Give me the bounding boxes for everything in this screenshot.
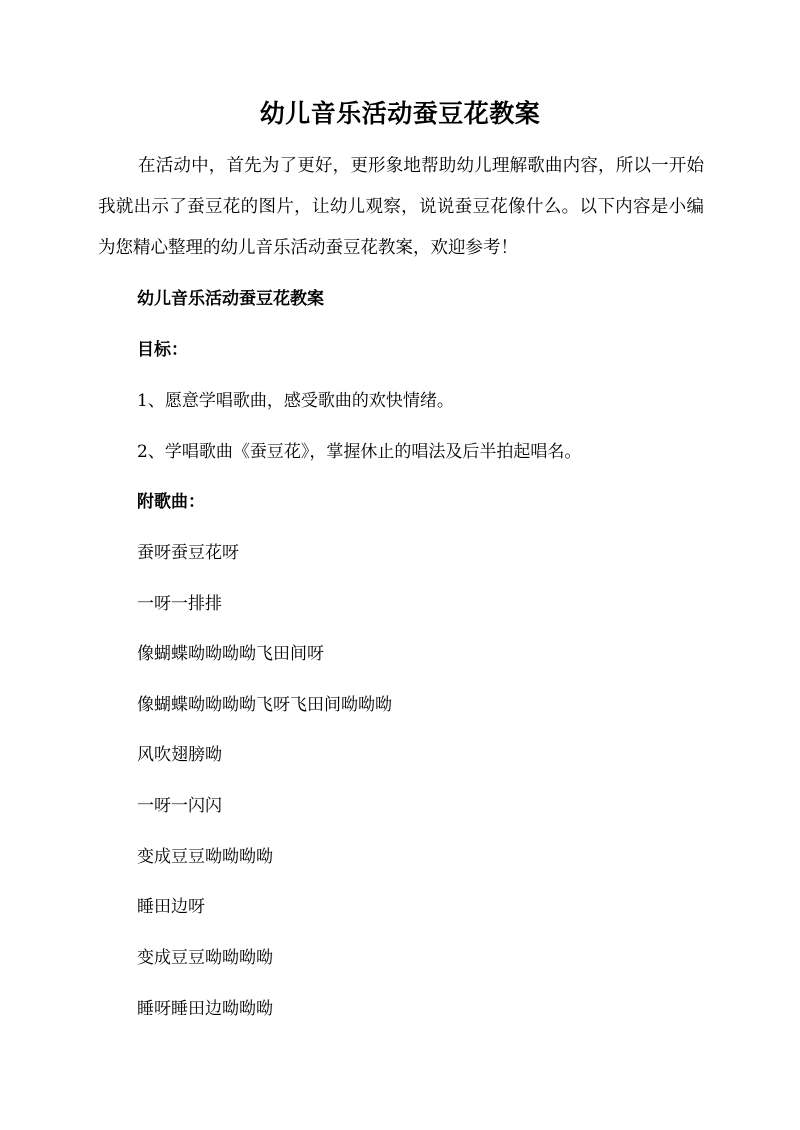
goal-item-2: 2、学唱歌曲《蚕豆花》，掌握休止的唱法及后半拍起唱名。: [137, 442, 582, 462]
lyric-line: 像蝴蝶呦呦呦呦飞田间呀: [137, 644, 324, 664]
lyric-line: 风吹翅膀呦: [137, 745, 222, 765]
lyric-line: 睡田边呀: [137, 897, 205, 917]
goal-heading: 目标：: [137, 340, 188, 360]
lyric-line: 蚕呀蚕豆花呀: [137, 543, 239, 563]
song-heading: 附歌曲：: [137, 492, 205, 512]
lyric-line: 像蝴蝶呦呦呦呦飞呀飞田间呦呦呦: [137, 695, 392, 715]
lyric-line: 变成豆豆呦呦呦呦: [137, 847, 273, 867]
lyric-line: 一呀一排排: [137, 594, 222, 614]
lyric-line: 睡呀睡田边呦呦呦: [137, 999, 273, 1019]
lyric-line: 一呀一闪闪: [137, 796, 222, 816]
lyric-line: 变成豆豆呦呦呦呦: [137, 948, 273, 968]
page-title: 幼儿音乐活动蚕豆花教案: [259, 99, 541, 128]
goal-item-1: 1、愿意学唱歌曲，感受歌曲的欢快情绪。: [137, 391, 454, 411]
section-heading: 幼儿音乐活动蚕豆花教案: [137, 289, 324, 309]
intro-paragraph: 在活动中，首先为了更好，更形象地帮助幼儿理解歌曲内容，所以一开始我就出示了蚕豆花的图片，让幼儿观察，说说蚕豆花像什么。以下内容是小编为您精心整理的幼儿音乐活动蚕豆花教案，欢迎参考！: [98, 156, 704, 258]
